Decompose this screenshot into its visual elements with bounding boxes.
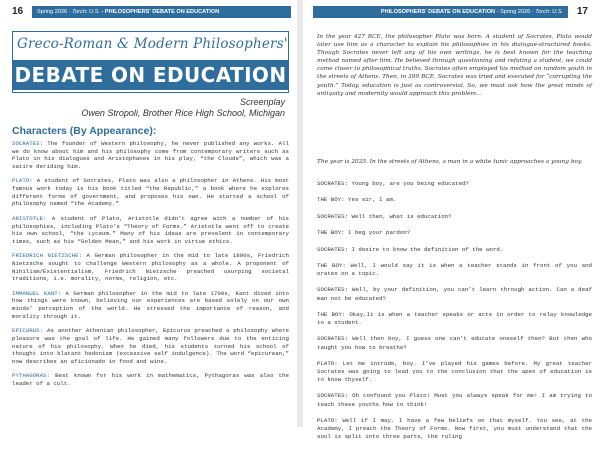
character-name: SOCRATES:	[12, 140, 44, 147]
character-description: A German philosopher in the mid to late 1800s, Friedrich Nietzsche sought to challenge Western philosophy as a whole. A proponent of Nihilism/Existentialism, Friedrich Nietzsche preached usurping societal traditions, i.e. morality, norms, religion, etc.	[12, 252, 289, 283]
genre-label: Screenplay	[239, 97, 285, 107]
character-kant	[12, 290, 289, 320]
character-name: PYTHAGORAS:	[12, 372, 50, 380]
page-number: 16	[12, 6, 24, 17]
dialogue-line: PLATO: Let me intrude, boy. I’ve played his games before. My great teacher Socrates was going to lead you to the conclusion that the apex of education is to know thyself.	[317, 359, 592, 384]
left-page	[0, 0, 297, 427]
dialogue-line: SOCRATES: I desire to know the definition of the word.	[317, 245, 504, 253]
character-nietzsche	[12, 252, 289, 282]
page-title: DEBATE ON EDUCATION	[13, 60, 288, 90]
header-issue: - Spring 2026 ·	[495, 9, 536, 15]
character-name: EPICURUS:	[12, 327, 44, 335]
character-name: FRIEDRICH NIETZSCHE:	[12, 252, 83, 260]
character-description: Best known for his work in mathematics, Pythagoras was also the leader of a cult.	[12, 372, 289, 387]
left-page-header	[12, 6, 291, 18]
dialogue-line: THE BOY: I beg your pardon?	[317, 229, 411, 237]
header-publication: Torch: U.S.	[535, 9, 563, 15]
character-description: A German philosopher in the mid to late 1700s, Kant dived into how things were known, believing our experiences are based solely on our own minds’ perception of the world. He stressed the importance of reason, and morality through it.	[12, 289, 290, 320]
dialogue	[317, 180, 592, 450]
title-block	[12, 31, 289, 93]
header-publication: Torch: U.S.	[72, 9, 100, 15]
dialogue-line: THE BOY: Well, I would say it is when a teacher stands in front of you and orates on a topic.	[317, 261, 592, 278]
title-subtitle: Greco-Roman & Modern Philosophers'	[17, 36, 288, 52]
dialogue-line: SOCRATES: Oh confound you Plato! Must you always speak for me! I am trying to teach these youths how to think!	[317, 392, 592, 408]
dialogue-line: SOCRATES: Well then boy, I guess one can’t educate oneself then? But then who taught you how to breathe?	[317, 335, 592, 351]
character-name: PLATO:	[12, 177, 33, 185]
character-aristotle	[12, 215, 289, 245]
running-header-bar	[32, 6, 291, 18]
character-socrates	[12, 140, 289, 170]
author-byline: Owen Stropoli, Brother Rice High School, Michigan	[81, 108, 285, 118]
right-page-header	[313, 6, 588, 18]
character-description: The founder of Western philosophy, he never published any works. All we do know about him and his philosophy come from contemporary writers such as Plato in his dialogues and Aristophanes in his play, “the Clouds”, which was a satire deriding him.	[12, 140, 289, 170]
header-section: PHILOSOPHERS' DEBATE ON EDUCATION	[380, 9, 496, 15]
header-section: - PHILOSOPHERS' DEBATE ON EDUCATION	[99, 9, 220, 15]
characters-heading: Characters (By Appearance):	[12, 125, 157, 137]
character-pythagoras	[12, 372, 289, 387]
dialogue-line: THE BOY: Okay…It is when a teacher speaks or acts in order to relay knowledge to a student.	[317, 310, 592, 327]
right-page	[303, 0, 600, 441]
running-header-bar	[313, 6, 568, 18]
character-epicurus	[12, 327, 289, 365]
dialogue-line: THE BOY: Yes sir, I am.	[317, 196, 397, 204]
character-plato	[12, 177, 289, 207]
character-name: IMMANUEL KANT:	[12, 289, 62, 297]
character-list	[12, 140, 289, 395]
intro-paragraph: In the year 427 BCE, the philosopher Plato was born. A student of Socrates, Plato would later use him as a character to explain his philosophies in his dialogue-structured books. Though Socrates never left any of his own writings, he is best known for the teaching method named after him. He believed through questioning and refuting a student, we could come closer to philosophical truths. Socrates often employed his method on random youth in the streets of Athens. Then, in 399 BCE, Socrates was tried and executed for “corrupting the youth.” Today, education is just as controversial. So, we must ask how the great minds of antiquity and modernity would approach this problem…	[317, 34, 592, 97]
page-number: 17	[576, 6, 588, 17]
dialogue-line: PLATO: Well if I may, I have a few beliefs on that myself. You see, at the Academy, I preach the Theory of Forms. Now first, you must understand that the soul is split into three parts, the ruling	[317, 416, 592, 441]
header-issue: Spring 2026 ·	[37, 9, 73, 15]
character-description: A student of Socrates, Plato was also a philosopher in Athens. His most famous work today is his book titled “the Republic,” a book where he explores different forms of government, and proposes his own. He started a school of philosophy named “the Academy.”	[12, 177, 289, 208]
character-description: As another Athenian philosopher, Epicurus preached a philosophy where pleasure was the goal of life. He gained many followers due to the enticing nature of his philosophy. When he died, his students turned his school of thought into blatant hedonism (excessive self indulgence). The word “epicurean,” now describes an aficionado in food and wine.	[12, 327, 289, 365]
dialogue-line: SOCRATES: Young boy, are you being educated?	[317, 180, 469, 187]
dialogue-line: SOCRATES: Well then, what is education?	[317, 212, 452, 220]
dialogue-line: SOCRATES: Well, by your definition, you can’t learn through action. Can a deaf man not be educated?	[317, 286, 592, 302]
character-description: A student of Plato, Aristotle didn’t agree with a number of his philosophies, including Plato’s “Theory of Forms.” Aristotle went off to create his own school, “the Lyceum.” Many of his ideas are prevalent in contemporary times, such as his “Golden Mean,” and his work in virtue ethics.	[12, 214, 289, 245]
character-name: ARISTOTLE:	[12, 214, 47, 222]
scene-direction: The year is 2025. In the streets of Athens, a man in a white tunic approaches a young boy.	[317, 159, 583, 165]
